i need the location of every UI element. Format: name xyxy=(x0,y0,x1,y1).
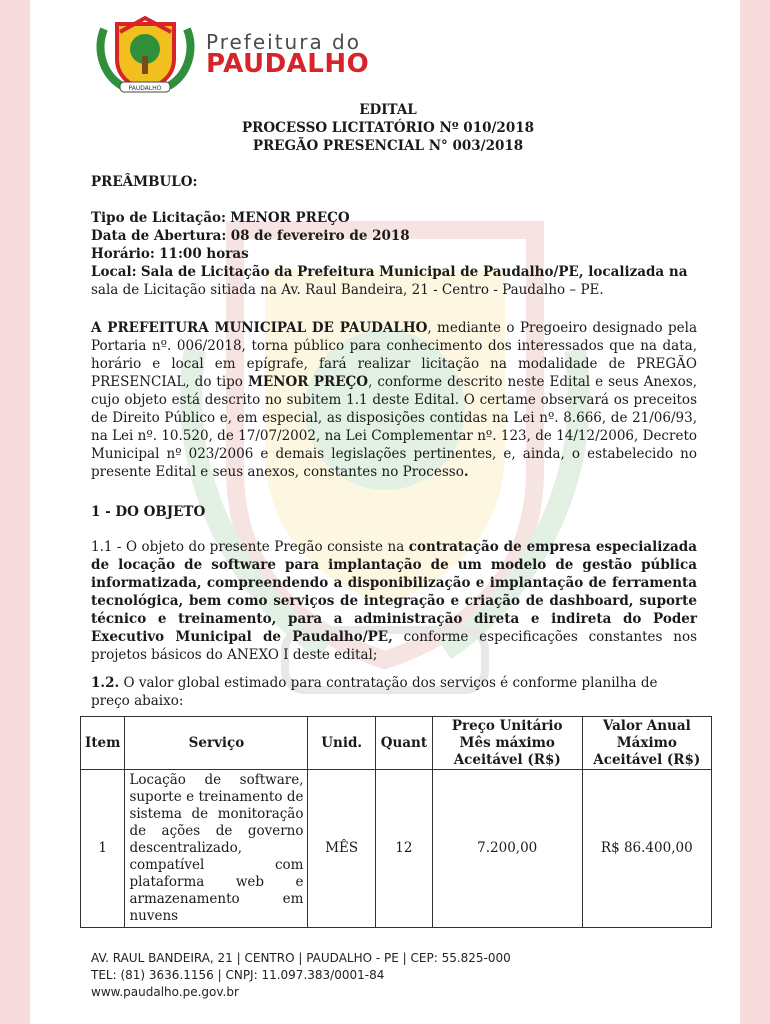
col-header-item: Item xyxy=(81,717,125,770)
col-header-servico: Serviço xyxy=(125,717,308,770)
col-header-preco: Preço Unitário Mês máximo Aceitável (R$) xyxy=(432,717,582,770)
data-abertura: Data de Abertura: 08 de fevereiro de 2018 xyxy=(91,228,410,244)
footer-website[interactable]: www.paudalho.pe.gov.br xyxy=(91,985,239,999)
cell-unid: MÊS xyxy=(308,770,375,928)
price-table xyxy=(80,716,712,928)
cell-preco: 7.200,00 xyxy=(432,770,582,928)
footer-address: AV. RAUL BANDEIRA, 21 | CENTRO | PAUDALHO - PE | CEP: 55.825-000 xyxy=(91,951,511,965)
cell-servico: Locação de software, suporte e treinamento de sistema de monitoração de ações de governo descentralizado, compatível com plataforma web e armazenamento em nuvens xyxy=(125,770,308,928)
tipo-licitacao: Tipo de Licitação: MENOR PREÇO xyxy=(91,210,350,226)
preambulo-heading: PREÂMBULO: xyxy=(91,174,198,190)
table-header-row xyxy=(81,717,712,770)
logo-text-prefeitura: Prefeitura do xyxy=(206,30,361,54)
licitacao-info xyxy=(91,209,697,299)
footer-contact: TEL: (81) 3636.1156 | CNPJ: 11.097.383/0001-84 xyxy=(91,968,385,982)
col-header-unid: Unid. xyxy=(308,717,375,770)
cell-valor: R$ 86.400,00 xyxy=(582,770,711,928)
cell-quant: 12 xyxy=(375,770,432,928)
document-header xyxy=(80,101,696,155)
section-objeto-title: 1 - DO OBJETO xyxy=(91,504,206,520)
paragraph-1-2: 1.2. O valor global estimado para contratação dos serviços é conforme planilha de preço abaixo: xyxy=(91,675,658,709)
header-processo: PROCESSO LICITATÓRIO Nº 010/2018 xyxy=(241,120,534,136)
header-edital: EDITAL xyxy=(359,102,417,118)
col-header-quant: Quant xyxy=(375,717,432,770)
cell-item: 1 xyxy=(81,770,125,928)
col-header-valor: Valor Anual Máximo Aceitável (R$) xyxy=(582,717,711,770)
horario: Horário: 11:00 horas xyxy=(91,246,249,262)
local: Local: Sala de Licitação da Prefeitura Municipal de Paudalho/PE, localizada na sala de Licitação sitiada na Av. Raul Bandeira, 21 - Centro - Paudalho – PE. xyxy=(91,264,688,298)
paragraph-1-1: 1.1 - O objeto do presente Pregão consiste na contratação de empresa especializada de locação de software para implantação de um modelo de gestão pública informatizada, compreendendo a disponibilização e implantação de ferramenta tecnológica, bem como serviços de integração e criação de dashboard, suporte técnico e treinamento, para a administração direta e indireta do Poder Executivo Municipal de Paudalho/PE, conforme especificações constantes nos projetos básicos do ANEXO I deste edital; xyxy=(91,539,698,663)
page-footer xyxy=(91,950,691,1001)
logo-text-paudalho: PAUDALHO xyxy=(206,49,370,79)
intro-paragraph: A PREFEITURA MUNICIPAL DE PAUDALHO, mediante o Pregoeiro designado pela Portaria nº. 006/2018, torna público para conhecimento dos interessados que na data, horário e local em epígrafe, fará realizar licitação na modalidade de PREGÃO PRESENCIAL, do tipo MENOR PREÇO, conforme descrito neste Edital e seus Anexos, cujo objeto está descrito no subitem 1.1 deste Edital. O certame observará os preceitos de Direito Público e, em especial, as disposições contidas na Lei nº. 8.666, de 21/06/93, na Lei nº. 10.520, de 17/07/2002, na Lei Complementar nº. 123, de 14/12/2006, Decreto Municipal nº 023/2006 e demais legislações pertinentes, e, ainda, o estabelecido no presente Edital e seus anexos, constantes no Processo. xyxy=(91,320,698,480)
header-pregao: PREGÃO PRESENCIAL N° 003/2018 xyxy=(252,138,524,154)
table-row xyxy=(81,770,712,928)
logo-seal-text: PAUDALHO xyxy=(128,85,162,92)
